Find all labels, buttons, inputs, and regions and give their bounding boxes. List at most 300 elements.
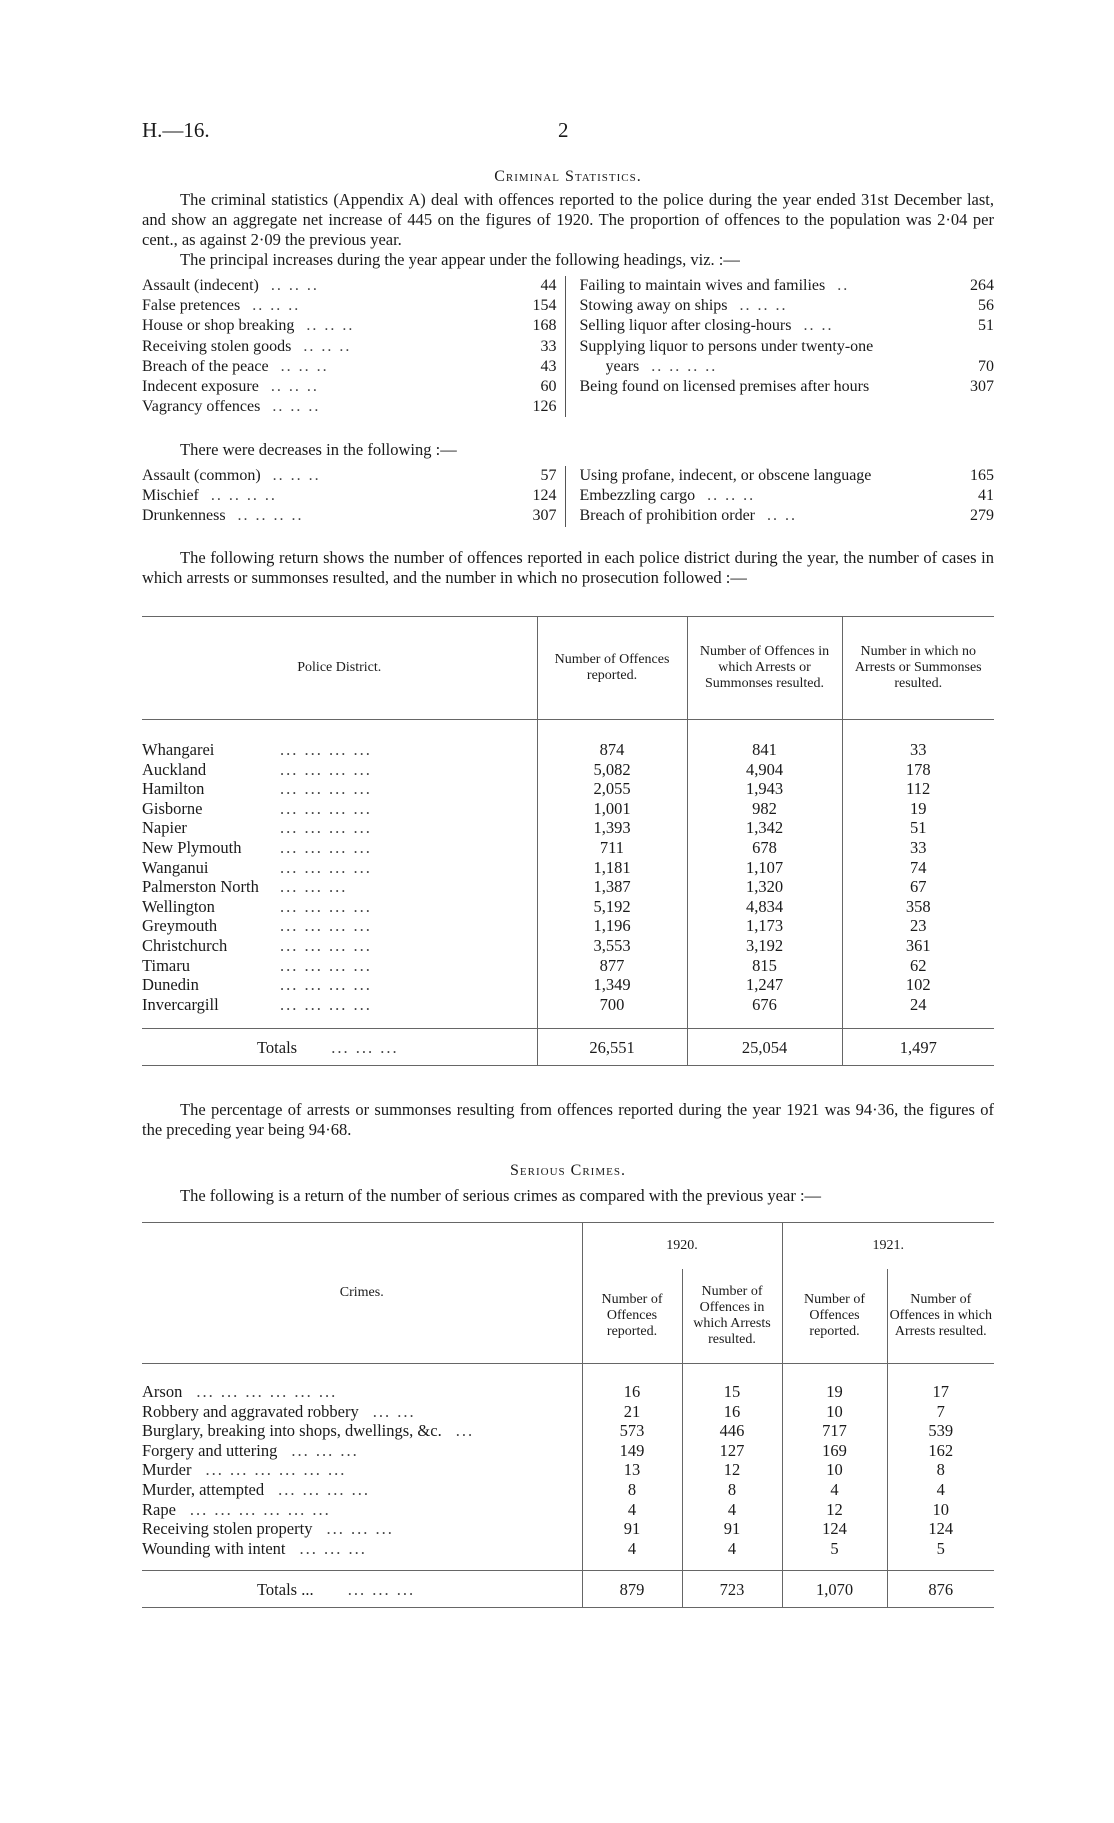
district-name: Invercargill [142, 994, 219, 1014]
header-year-1920: 1920. [582, 1223, 782, 1270]
reported-1920-cell: 8 [582, 1480, 682, 1500]
table-row [142, 877, 994, 897]
leader-dots: ... ... ... ... [280, 935, 372, 955]
arrests-resulted-cell: 678 [687, 838, 842, 858]
district-name: Whangarei [142, 740, 215, 759]
reported-1920-cell: 149 [582, 1441, 682, 1461]
offence-count: 307 [532, 507, 557, 525]
leader-dots: ... ... ... ... [280, 916, 372, 936]
list-item [142, 486, 557, 506]
offence-name: Being found on licensed premises after hours [579, 378, 870, 396]
list-item [142, 466, 557, 486]
header-no-arrests: Number in which no Arrests or Summonses resulted. [842, 617, 994, 720]
district-cell [142, 779, 537, 799]
leader-dots: .. .. .. [707, 487, 756, 505]
serious-crimes-intro: The following is a return of the number of serious crimes as compared with the previous year :— [180, 1186, 822, 1205]
leader-dots: ... ... ... ... [280, 955, 372, 975]
list-item [580, 296, 995, 316]
offence-count: 126 [532, 398, 557, 416]
crime-cell [142, 1480, 582, 1500]
offences-reported-cell: 2,055 [537, 779, 687, 799]
arrests-1920-cell: 8 [682, 1480, 782, 1500]
list-item [142, 316, 557, 336]
leader-dots: ... ... ... [331, 1037, 399, 1057]
crime-name: Rape [142, 1499, 176, 1519]
offence-name: Embezzling cargo [579, 487, 696, 505]
table-row [142, 760, 994, 780]
offence-count: 43 [540, 357, 557, 375]
district-cell [142, 858, 537, 878]
paragraph-aggregate: The criminal statistics (Appendix A) deal with offences reported to the police during the year ended 31st December last, and show an aggregate net increase of 445 on the figures of 1920. The proportion of offences to the population was 2·04 per cent., as against 2·09 the previous year. [142, 190, 994, 249]
offence-label [142, 296, 517, 316]
arrests-resulted-cell: 1,943 [687, 779, 842, 799]
offence-label [142, 377, 517, 397]
reported-1920-cell: 4 [582, 1539, 682, 1559]
offence-label [580, 316, 955, 336]
district-cell [142, 877, 537, 897]
district-name: Wellington [142, 896, 215, 916]
leader-dots: ... ... ... ... [280, 896, 372, 916]
offence-label [142, 276, 517, 296]
criminal-statistics-heading: Criminal Statistics. [494, 168, 642, 185]
list-item [142, 296, 557, 316]
arrests-resulted-cell: 1,107 [687, 858, 842, 878]
leader-dots: ... ... ... ... [280, 857, 372, 877]
district-name: Auckland [142, 759, 207, 779]
crime-name: Burglary, breaking into shops, dwellings, &c. [142, 1421, 442, 1441]
crime-cell [142, 1382, 582, 1402]
crime-cell [142, 1421, 582, 1441]
serious-total-1920-reported: 879 [582, 1571, 682, 1608]
district-name: Gisborne [142, 798, 203, 818]
offences-reported-cell: 1,001 [537, 799, 687, 819]
reported-1921-cell: 124 [782, 1519, 887, 1539]
offences-reported-cell: 5,192 [537, 897, 687, 917]
reported-1920-cell: 573 [582, 1421, 682, 1441]
arrests-resulted-cell: 1,320 [687, 877, 842, 897]
district-name: Timaru [142, 955, 190, 975]
offence-count: 44 [540, 277, 557, 294]
offence-label [142, 397, 517, 417]
header-crimes: Crimes. [142, 1223, 582, 1364]
offence-name: years [605, 357, 640, 375]
page-number: 2 [558, 118, 569, 142]
paragraph-percentage: The percentage of arrests or summonses resulting from offences reported during the year 1921 was 94·36, the figures of the preceding year being 94·68. [142, 1100, 994, 1139]
leader-dots: ... ... ... ... ... ... [196, 1382, 338, 1401]
header-1920-arrests: Number of Offences in which Arrests resulted. [682, 1269, 782, 1364]
offence-count: 70 [978, 357, 994, 375]
serious-total-1920-arrests: 723 [682, 1571, 782, 1608]
offence-count: 33 [540, 337, 557, 355]
table-row [142, 779, 994, 799]
list-item [142, 377, 557, 397]
offence-name: Breach of prohibition order [579, 507, 755, 525]
serious-crimes-body [142, 1364, 994, 1559]
leader-dots: ... ... ... ... [280, 779, 372, 799]
offence-name: Stowing away on ships [579, 297, 728, 315]
offence-count: 264 [970, 277, 994, 294]
leader-dots: .. .. .. [272, 398, 321, 416]
leader-dots: .. .. .. [272, 467, 321, 484]
offences-reported-cell: 700 [537, 995, 687, 1015]
offences-reported-cell: 1,387 [537, 877, 687, 897]
list-item [580, 486, 995, 506]
leader-dots: ... ... ... ... [280, 818, 372, 838]
arrests-1921-cell: 539 [887, 1421, 994, 1441]
serious-totals-row [142, 1571, 994, 1608]
leader-dots: .. .. .. [739, 297, 788, 315]
offence-name: Assault (common) [142, 467, 261, 484]
arrests-1921-cell: 4 [887, 1480, 994, 1500]
arrests-1921-cell: 17 [887, 1382, 994, 1402]
list-item [142, 506, 557, 526]
offence-label [580, 337, 955, 357]
reported-1920-cell: 4 [582, 1500, 682, 1520]
leader-dots: .. .. .. [270, 378, 319, 396]
arrests-resulted-cell: 841 [687, 740, 842, 760]
reported-1920-cell: 21 [582, 1402, 682, 1422]
arrests-1920-cell: 127 [682, 1441, 782, 1461]
table-row [142, 1480, 994, 1500]
offence-name: Breach of the peace [142, 357, 269, 375]
district-cell [142, 760, 537, 780]
decreases-right-column [566, 466, 995, 527]
leader-dots: ... ... ... [291, 1440, 359, 1460]
leader-dots: ... ... ... [326, 1519, 394, 1539]
offences-reported-cell: 3,553 [537, 936, 687, 956]
arrests-1920-cell: 15 [682, 1382, 782, 1402]
offence-label [142, 486, 517, 506]
leader-dots: ... ... [372, 1401, 416, 1421]
offence-label [580, 296, 955, 316]
offence-label [142, 357, 517, 377]
table-row [142, 995, 994, 1015]
offence-label [142, 316, 517, 336]
list-item [580, 276, 995, 296]
leader-dots: ... ... ... ... ... ... [205, 1460, 347, 1480]
district-cell [142, 956, 537, 976]
offence-count: 154 [532, 297, 557, 315]
district-name: Wanganui [142, 857, 209, 877]
reported-1921-cell: 169 [782, 1441, 887, 1461]
crime-name: Murder [142, 1460, 192, 1480]
district-table-body [142, 720, 994, 1015]
leader-dots: .. .. .. [252, 297, 301, 315]
no-arrests-cell: 19 [842, 799, 994, 819]
district-name: Dunedin [142, 975, 199, 995]
serious-crimes-heading: Serious Crimes. [510, 1162, 626, 1179]
district-cell [142, 936, 537, 956]
leader-dots: .. .. .. [303, 337, 352, 355]
serious-total-1921-reported: 1,070 [782, 1571, 887, 1608]
leader-dots: ... ... ... [347, 1579, 416, 1599]
increases-list [142, 276, 994, 417]
table-row [142, 1402, 994, 1422]
offence-name: Supplying liquor to persons under twenty-one [579, 337, 874, 355]
table-row [142, 975, 994, 995]
header-offences-reported: Number of Offences reported. [537, 617, 687, 720]
leader-dots: ... ... ... [299, 1538, 367, 1558]
arrests-1920-cell: 4 [682, 1539, 782, 1559]
serious-total-1921-arrests: 876 [887, 1571, 994, 1608]
table-row [142, 1519, 994, 1539]
reported-1921-cell: 19 [782, 1382, 887, 1402]
district-name: Christchurch [142, 935, 228, 955]
arrests-resulted-cell: 1,342 [687, 818, 842, 838]
table-row [142, 1539, 994, 1559]
totals-no-arrests: 1,497 [842, 1029, 994, 1066]
list-item [580, 377, 995, 397]
arrests-1921-cell: 8 [887, 1460, 994, 1480]
offence-label [580, 377, 955, 397]
table-row [142, 858, 994, 878]
list-item [142, 276, 557, 296]
arrests-1920-cell: 16 [682, 1402, 782, 1422]
list-item [580, 357, 995, 377]
offence-count: 165 [970, 467, 994, 484]
offences-reported-cell: 1,349 [537, 975, 687, 995]
district-name: New Plymouth [142, 837, 242, 857]
district-cell [142, 975, 537, 995]
offence-name: Receiving stolen goods [142, 337, 292, 355]
crime-cell [142, 1500, 582, 1520]
police-district-table [142, 616, 994, 1066]
arrests-resulted-cell: 815 [687, 956, 842, 976]
offence-count: 56 [978, 297, 994, 315]
leader-dots: ... ... ... ... [278, 1479, 371, 1499]
paragraph-increases-intro: The principal increases during the year appear under the following headings, viz. :— [180, 250, 740, 269]
offence-name: False pretences [142, 297, 241, 315]
totals-reported: 26,551 [537, 1029, 687, 1066]
serious-totals-label: Totals ... [257, 1579, 314, 1599]
offence-count: 57 [540, 467, 557, 484]
offences-reported-cell: 874 [537, 740, 687, 760]
offence-label [142, 506, 517, 526]
offence-count: 41 [978, 487, 994, 505]
crime-name: Forgery and uttering [142, 1440, 278, 1460]
decreases-left-column [142, 466, 566, 527]
offence-count: 60 [540, 378, 557, 396]
offence-name: Mischief [142, 487, 199, 505]
leader-dots: ... ... ... ... [280, 740, 372, 759]
table-row [142, 956, 994, 976]
crime-name: Murder, attempted [142, 1479, 265, 1499]
district-cell [142, 799, 537, 819]
offence-count: 51 [978, 317, 994, 335]
offence-count: 279 [970, 507, 994, 525]
no-arrests-cell: 23 [842, 916, 994, 936]
reported-1921-cell: 10 [782, 1402, 887, 1422]
offences-reported-cell: 711 [537, 838, 687, 858]
offence-label [580, 486, 955, 506]
no-arrests-cell: 62 [842, 956, 994, 976]
offence-label [142, 337, 517, 357]
no-arrests-cell: 33 [842, 838, 994, 858]
arrests-1920-cell: 12 [682, 1460, 782, 1480]
offences-reported-cell: 877 [537, 956, 687, 976]
offence-name: Using profane, indecent, or obscene language [579, 467, 872, 484]
offences-reported-cell: 1,393 [537, 818, 687, 838]
district-name: Greymouth [142, 916, 218, 936]
no-arrests-cell: 358 [842, 897, 994, 917]
decreases-intro: There were decreases in the following :— [180, 440, 457, 459]
offence-count: 168 [532, 317, 557, 335]
reported-1921-cell: 5 [782, 1539, 887, 1559]
leader-dots: .. .. .. .. [210, 487, 277, 505]
list-item [580, 506, 995, 526]
district-cell [142, 995, 537, 1015]
offence-label [580, 276, 955, 296]
reported-1920-cell: 13 [582, 1460, 682, 1480]
header-police-district: Police District. [142, 617, 537, 720]
leader-dots: .. .. .. [280, 357, 329, 375]
offences-reported-cell: 1,196 [537, 916, 687, 936]
offence-count [954, 337, 994, 357]
arrests-resulted-cell: 1,173 [687, 916, 842, 936]
arrests-resulted-cell: 676 [687, 995, 842, 1015]
table-row [142, 916, 994, 936]
paragraph-district-return: The following return shows the number of offences reported in each police district during the year, the number of cases in which arrests or summonses resulted, and the number in which no prosecution followed :— [142, 548, 994, 587]
crime-cell [142, 1460, 582, 1480]
district-cell [142, 838, 537, 858]
district-cell [142, 818, 537, 838]
table-row [142, 799, 994, 819]
offences-reported-cell: 5,082 [537, 760, 687, 780]
list-item [142, 357, 557, 377]
offence-name: Drunkenness [142, 507, 226, 525]
offence-label [580, 506, 955, 526]
offence-label [580, 466, 955, 486]
list-item [580, 316, 995, 336]
arrests-1921-cell: 162 [887, 1441, 994, 1461]
offence-count: 307 [970, 378, 994, 396]
reported-1920-cell: 16 [582, 1382, 682, 1402]
list-item [142, 337, 557, 357]
crime-name: Receiving stolen property [142, 1519, 313, 1539]
table-row [142, 897, 994, 917]
header-1921-arrests: Number of Offences in which Arrests resulted. [887, 1269, 994, 1364]
no-arrests-cell: 51 [842, 818, 994, 838]
criminal-statistics-intro [142, 190, 994, 270]
leader-dots: ... ... ... ... [280, 975, 372, 995]
table-row [142, 1441, 994, 1461]
crime-cell [142, 1519, 582, 1539]
leader-dots: ... ... ... ... [280, 994, 372, 1014]
leader-dots: .. [837, 277, 850, 294]
offence-label [606, 357, 955, 377]
leader-dots: ... ... ... ... [280, 759, 372, 779]
offences-reported-cell: 1,181 [537, 858, 687, 878]
offence-name: Vagrancy offences [142, 398, 261, 416]
table-row [142, 936, 994, 956]
no-arrests-cell: 178 [842, 760, 994, 780]
table-row [142, 1382, 994, 1402]
leader-dots: .. .. [803, 317, 834, 335]
district-cell [142, 897, 537, 917]
arrests-resulted-cell: 4,904 [687, 760, 842, 780]
table-row [142, 1421, 994, 1441]
arrests-resulted-cell: 3,192 [687, 936, 842, 956]
table-row [142, 818, 994, 838]
crime-name: Arson [142, 1382, 183, 1401]
table-row [142, 740, 994, 760]
district-name: Hamilton [142, 779, 205, 799]
crime-cell [142, 1402, 582, 1422]
leader-dots: ... ... ... ... ... ... [189, 1499, 331, 1519]
crime-name: Robbery and aggravated robbery [142, 1401, 359, 1421]
table-row [142, 1500, 994, 1520]
reported-1921-cell: 717 [782, 1421, 887, 1441]
no-arrests-cell: 102 [842, 975, 994, 995]
serious-crimes-table [142, 1222, 994, 1608]
leader-dots: .. .. .. [306, 317, 355, 335]
arrests-1921-cell: 124 [887, 1519, 994, 1539]
arrests-1921-cell: 7 [887, 1402, 994, 1422]
district-name: Napier [142, 818, 187, 838]
no-arrests-cell: 74 [842, 858, 994, 878]
reported-1921-cell: 4 [782, 1480, 887, 1500]
offence-name: Failing to maintain wives and families [579, 277, 826, 294]
no-arrests-cell: 67 [842, 877, 994, 897]
crime-cell [142, 1441, 582, 1461]
no-arrests-cell: 24 [842, 995, 994, 1015]
no-arrests-cell: 112 [842, 779, 994, 799]
leader-dots: ... ... ... ... [280, 798, 372, 818]
header-year-1921: 1921. [782, 1223, 994, 1270]
leader-dots: .. .. .. .. [237, 507, 304, 525]
arrests-1920-cell: 446 [682, 1421, 782, 1441]
crime-name: Wounding with intent [142, 1538, 286, 1558]
district-cell [142, 916, 537, 936]
offence-name: Indecent exposure [142, 378, 259, 396]
leader-dots: ... ... ... [280, 877, 348, 897]
arrests-1920-cell: 4 [682, 1500, 782, 1520]
offence-name: House or shop breaking [142, 317, 295, 335]
leader-dots: ... [455, 1421, 475, 1441]
district-totals-row [142, 1029, 994, 1066]
no-arrests-cell: 361 [842, 936, 994, 956]
leader-dots: .. .. .. .. [651, 357, 718, 375]
increases-right-column [566, 276, 995, 417]
arrests-resulted-cell: 1,247 [687, 975, 842, 995]
totals-label: Totals [257, 1037, 298, 1057]
arrests-resulted-cell: 982 [687, 799, 842, 819]
district-name: Palmerston North [142, 877, 259, 897]
totals-arrests: 25,054 [687, 1029, 842, 1066]
header-arrests-resulted: Number of Offences in which Arrests or Summonses resulted. [687, 617, 842, 720]
district-cell [142, 740, 537, 760]
header-1921-reported: Number of Offences reported. [782, 1269, 887, 1364]
reported-1921-cell: 10 [782, 1460, 887, 1480]
list-item [580, 466, 995, 486]
arrests-1921-cell: 5 [887, 1539, 994, 1559]
reported-1920-cell: 91 [582, 1519, 682, 1539]
arrests-1921-cell: 10 [887, 1500, 994, 1520]
document-reference: H.—16. [142, 118, 210, 142]
no-arrests-cell: 33 [842, 740, 994, 760]
leader-dots: .. .. .. [270, 277, 319, 294]
table-row [142, 838, 994, 858]
crime-cell [142, 1539, 582, 1559]
header-1920-reported: Number of Offences reported. [582, 1269, 682, 1364]
arrests-1920-cell: 91 [682, 1519, 782, 1539]
offence-name: Selling liquor after closing-hours [579, 317, 792, 335]
offence-count: 124 [532, 487, 557, 505]
increases-left-column [142, 276, 566, 417]
arrests-resulted-cell: 4,834 [687, 897, 842, 917]
list-item [580, 337, 995, 357]
reported-1921-cell: 12 [782, 1500, 887, 1520]
